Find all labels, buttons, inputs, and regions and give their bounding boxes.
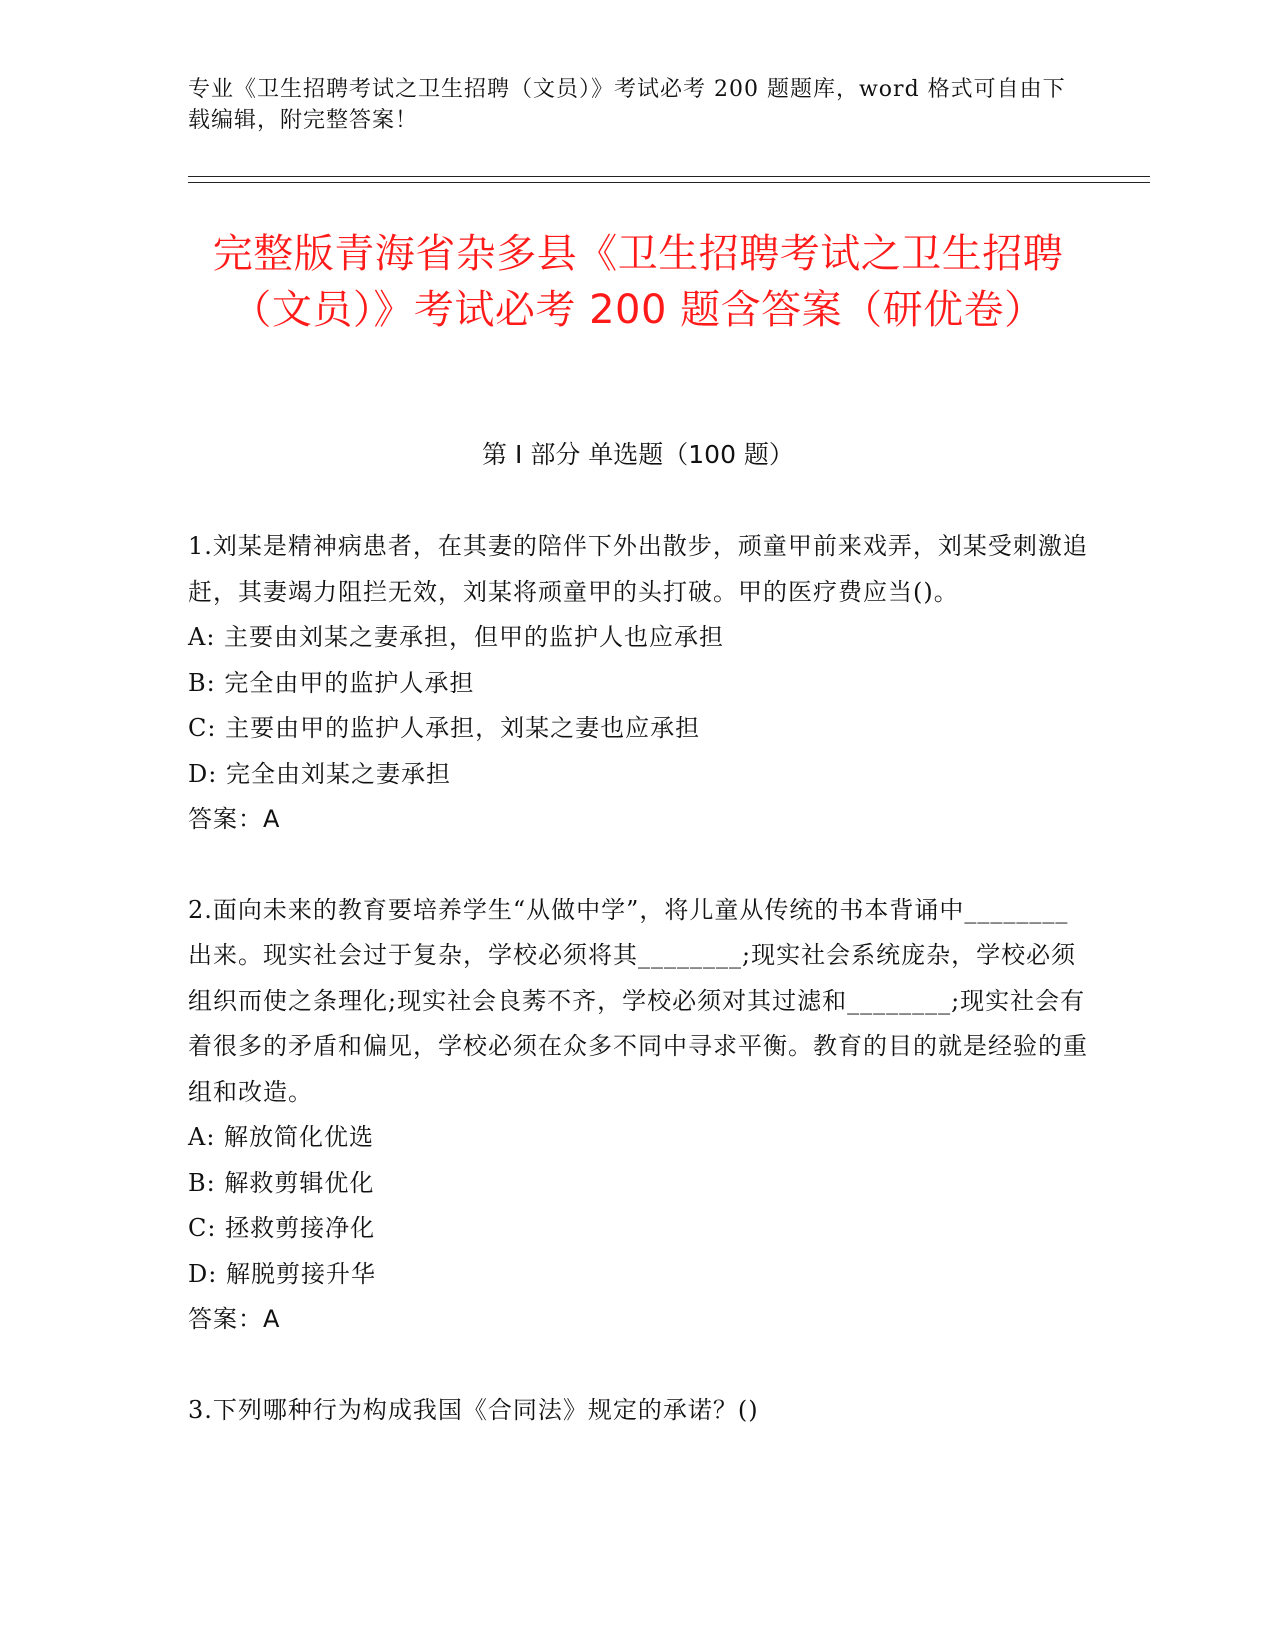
question-stem: 3.下列哪种行为构成我国《合同法》规定的承诺？() bbox=[188, 1395, 759, 1424]
header-divider-top bbox=[188, 176, 1150, 177]
option-a: A: 主要由刘某之妻承担，但甲的监护人也应承担 bbox=[188, 623, 725, 651]
answer-line: 答案：A bbox=[188, 1305, 281, 1333]
option-c: C: 主要由甲的监护人承担，刘某之妻也应承担 bbox=[188, 714, 701, 742]
document-title: 完整版青海省杂多县《卫生招聘考试之卫生招聘（文员）》考试必考 200 题含答案（研优卷） bbox=[212, 231, 1064, 333]
option-b: B: 解救剪辑优化 bbox=[188, 1168, 375, 1197]
question-stem: 1.刘某是精神病患者，在其妻的陪伴下外出散步，顽童甲前来戏弄，刘某受刺激追赶，其妻竭力阻拦无效，刘某将顽童甲的头打破。甲的医疗费应当()。 bbox=[188, 532, 1088, 606]
header-note: 专业《卫生招聘考试之卫生招聘（文员）》考试必考 200 题题库，word 格式可自由下载编辑，附完整答案！ bbox=[188, 77, 1066, 133]
question-list bbox=[188, 524, 1088, 1433]
option-d: D: 完全由刘某之妻承担 bbox=[188, 759, 451, 788]
answer-line: 答案：A bbox=[188, 805, 281, 833]
option-b: B: 完全由甲的监护人承担 bbox=[188, 668, 475, 697]
header-divider-bottom bbox=[188, 182, 1150, 183]
section-title: 第 I 部分 单选题（100 题） bbox=[482, 440, 794, 469]
option-a: A: 解放简化优选 bbox=[188, 1123, 375, 1151]
option-d: D: 解脱剪接升华 bbox=[188, 1259, 376, 1288]
option-c: C: 拯救剪接净化 bbox=[188, 1214, 376, 1242]
question-3 bbox=[188, 1388, 1088, 1434]
question-1 bbox=[188, 524, 1088, 843]
question-stem: 2.面向未来的教育要培养学生“从做中学”，将儿童从传统的书本背诵中________出来。现实社会过于复杂，学校必须将其________;现实社会系统庞杂，学校必须组织而使之条理化;现实社会良莠不齐，学校必须对其过滤和________;现实社会有着很多的矛盾和偏见，学校必须在众多不同中寻求平衡。教育的目的就是经验的重组和改造。 bbox=[188, 895, 1088, 1106]
question-2 bbox=[188, 888, 1088, 1343]
